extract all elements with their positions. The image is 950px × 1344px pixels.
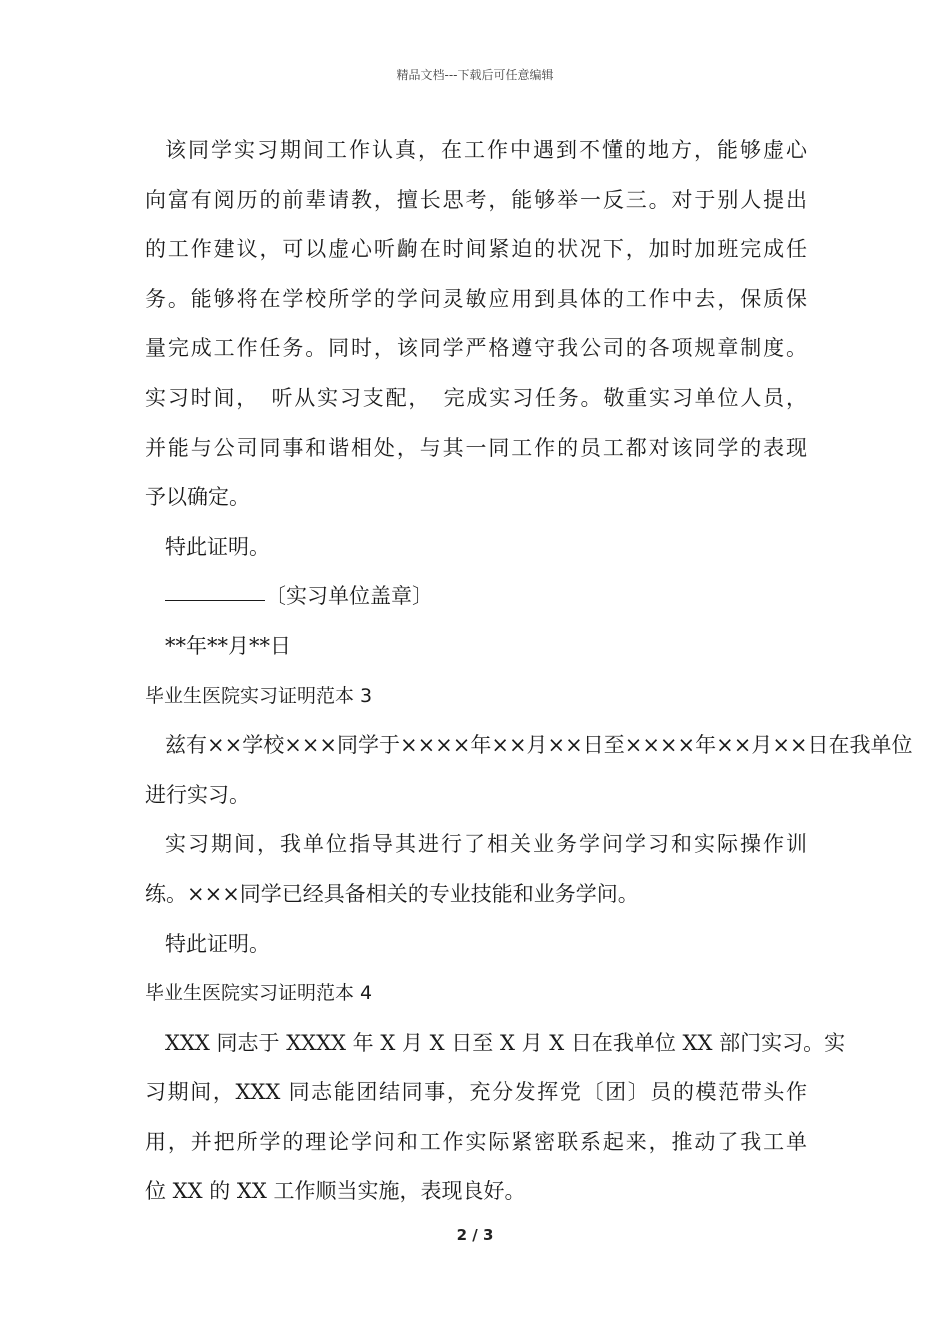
section-title: 毕业生医院实习证明范本 3 (145, 684, 373, 707)
paragraph-line: 该同学实习期间工作认真，在工作中遇到不懂的地方，能够虚心 (165, 138, 807, 162)
paragraph-line: 并能与公司同事和谐相处，与其一同工作的员工都对该同学的表现 (145, 435, 807, 460)
paragraph-line: XXX 同志于 XXXX 年 X 月 X 日至 X 月 X 日在我单位 XX 部门实习。实 (165, 1030, 846, 1055)
section3-paragraph-1 (145, 721, 913, 820)
paragraph-line: 予以确定。 (145, 485, 250, 510)
paragraph-line: 的工作建议，可以虚心听齣在时间紧迫的状况下，加时加班完成任 (145, 237, 807, 262)
paragraph-line: 位 XX 的 XX 工作顺当实施，表现良好。 (145, 1179, 526, 1204)
paragraph-line: 实习期间，我单位指导其进行了相关业务学问学习和实际操作训 (165, 832, 807, 857)
internship-evaluation-paragraph (145, 126, 807, 523)
page-number: 2 / 3 (456, 1226, 494, 1244)
section-title: 毕业生医院实习证明范本 4 (145, 982, 373, 1005)
paragraph-line: 进行实习。 (145, 782, 250, 807)
section3-paragraph-2 (145, 820, 807, 919)
seal-label: 〔实习单位盖章〕 (265, 584, 433, 609)
paragraph-line: 用，并把所学的理论学问和工作实际紧密联系起来，推动了我工单 (145, 1129, 807, 1154)
paragraph-line: 量完成工作任务。同时，该同学严格遵守我公司的各项规章制度。 (145, 336, 807, 361)
paragraph-line: 向富有阅历的前辈请教，擅长思考，能够举一反三。对于别人提出 (145, 187, 807, 212)
paragraph-line: 务。能够将在学校所学的学问灵敏应用到具体的工作中去，保质保 (145, 286, 807, 311)
page-header: 精品文档---下载后可任意编辑 (396, 68, 554, 82)
paragraph-line: 实习时间， 听从实习支配， 完成实习任务。敬重实习单位人员， (145, 385, 807, 410)
section4-paragraph-1 (145, 1019, 846, 1217)
seal-line (145, 572, 807, 622)
document-body (145, 126, 913, 1217)
paragraph-line: 习期间，XXX 同志能团结同事，充分发挥党〔团〕员的模范带头作 (145, 1080, 807, 1105)
seal-blank-underline (165, 578, 265, 601)
paragraph-line: 兹有××学校×××同学于××××年××月××日至××××年××月××日在我单位 (165, 733, 913, 758)
paragraph-line: 练。×××同学已经具备相关的专业技能和业务学问。 (145, 881, 639, 906)
date-line: **年**月**日 (165, 633, 291, 658)
certify-statement: 特此证明。 (165, 534, 270, 559)
certify-statement: 特此证明。 (165, 931, 270, 956)
